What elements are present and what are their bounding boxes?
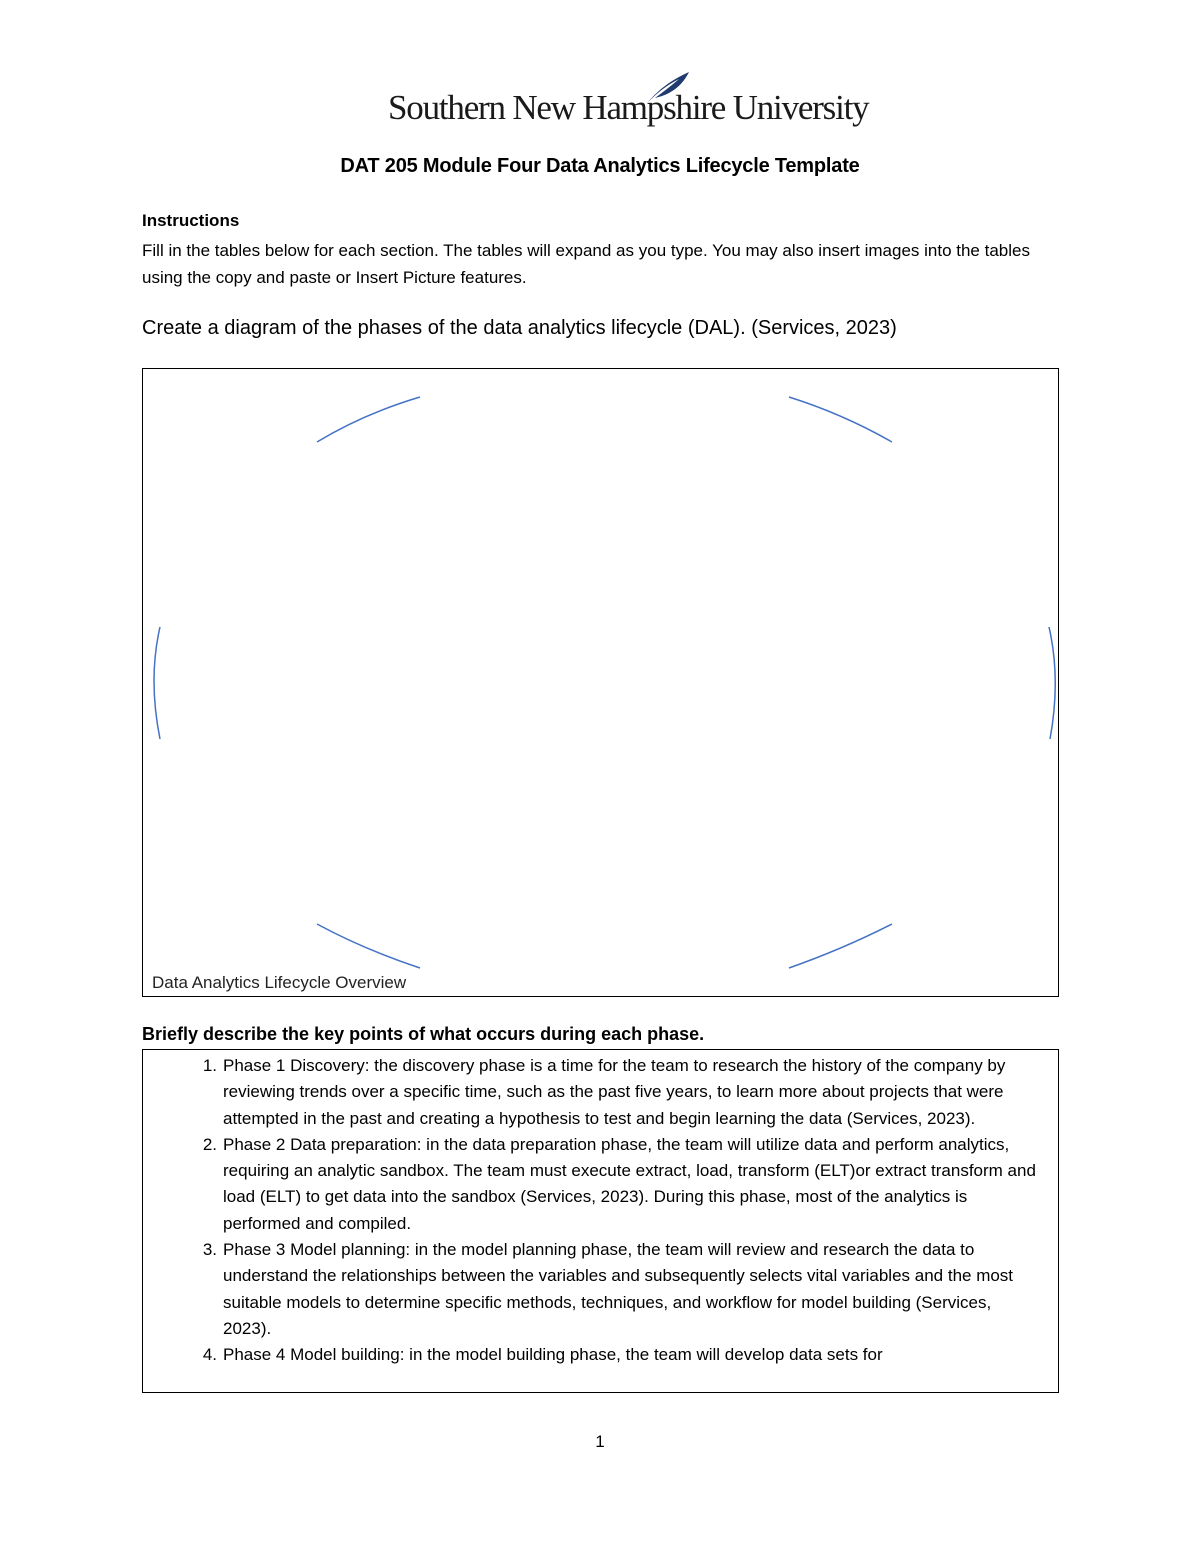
phase-item-model-planning — [143, 1237, 1058, 1342]
diagram-caption: Data Analytics Lifecycle Overview — [152, 973, 407, 992]
instructions-heading: Instructions — [142, 211, 240, 230]
lifecycle-arc-top-left — [317, 397, 420, 442]
lifecycle-arc-left — [154, 627, 160, 739]
phases-table-cell[interactable] — [142, 1049, 1059, 1393]
phase-text: Phase 3 Model planning: in the model planning phase, the team will review and research the data to understand the relationships between the variables and subsequently selects vital variables and the most suitable models to determine specific methods, techniques, and workflow for model building (Services, 2023). — [223, 1240, 1014, 1338]
phase-item-discovery — [143, 1053, 1058, 1132]
logo-wordmark: Southern New Hampshire University — [388, 88, 869, 127]
document-title: DAT 205 Module Four Data Analytics Lifecycle Template — [340, 155, 860, 177]
phase-text: Phase 4 Model building: in the model building phase, the team will develop data sets for — [223, 1345, 883, 1365]
lifecycle-diagram — [143, 369, 1058, 996]
lifecycle-arc-right — [1049, 627, 1055, 739]
list-number: 4. — [202, 1345, 217, 1365]
phase-item-data-preparation — [143, 1132, 1058, 1237]
phases-heading: Briefly describe the key points of what occurs during each phase. — [142, 1024, 705, 1044]
diagram-prompt: Create a diagram of the phases of the data analytics lifecycle (DAL). (Services, 2023) — [142, 317, 897, 339]
university-logo — [388, 74, 869, 138]
phase-list — [143, 1053, 1058, 1369]
lifecycle-arc-bottom-right — [789, 924, 892, 968]
phase-text: Phase 2 Data preparation: in the data preparation phase, the team will utilize data and perform analytics, requiring an analytic sandbox. The team must execute extract, load, transform (ELT)or extract transform and load (ELT) to get data into the sandbox (Services, 2023). During this phase, most of the analytics is performed and compiled. — [223, 1134, 1036, 1233]
phase-text: Phase 1 Discovery: the discovery phase is a time for the team to research the history of the company by reviewing trends over a specific time, such as the past five years, to learn more about projects that were attempted in the past and creating a hypothesis to test and begin learning the data (Services, 2023). — [223, 1056, 1006, 1128]
diagram-table-cell[interactable] — [142, 368, 1059, 997]
list-number: 3. — [202, 1240, 217, 1260]
phase-item-model-building — [143, 1342, 1058, 1368]
lifecycle-arc-bottom-left — [317, 924, 420, 968]
list-number: 2. — [202, 1134, 217, 1154]
list-number: 1. — [202, 1056, 217, 1075]
page-number: 1 — [595, 1432, 605, 1451]
lifecycle-arc-top-right — [789, 397, 892, 442]
instructions-text: Fill in the tables below for each section. The tables will expand as you type. You may also insert images into the tables using the copy and paste or Insert Picture features. — [142, 241, 1030, 287]
